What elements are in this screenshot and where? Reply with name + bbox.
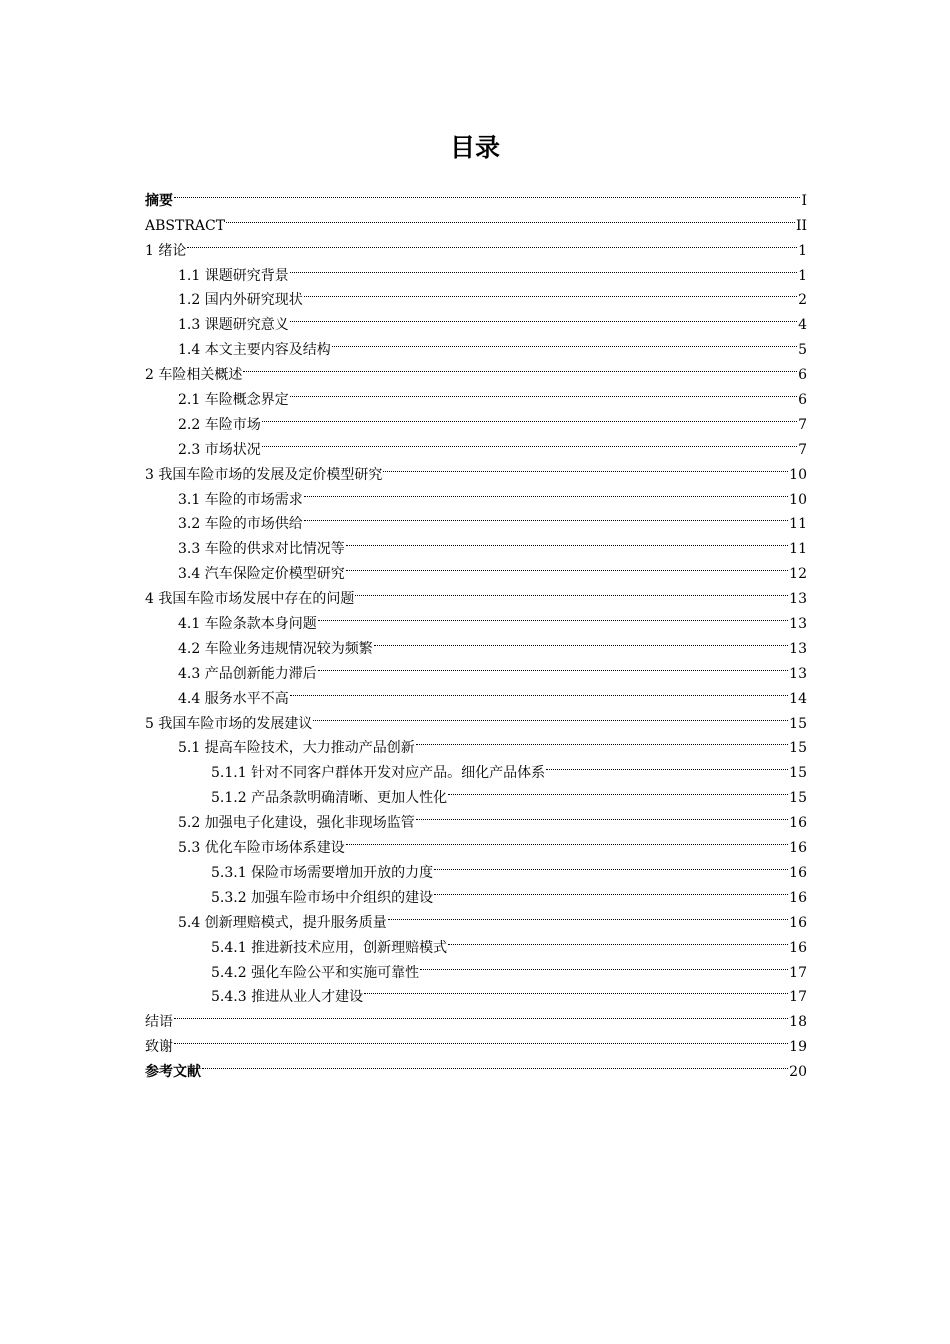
toc-entry-page-number: 20 (789, 1064, 807, 1081)
toc-entry-title: 1 绪论 (145, 242, 187, 259)
toc-dot-leader (546, 752, 788, 777)
toc-entry-page-number: 18 (789, 1014, 807, 1031)
toc-entry-title: 1.3 课题研究意义 (178, 317, 289, 334)
toc-entry-page-number: 7 (798, 416, 807, 433)
toc-entry-title: 4.2 车险业务违规情况较为频繁 (178, 640, 373, 657)
toc-dot-leader (383, 454, 788, 479)
toc-dot-leader (416, 802, 788, 827)
toc-entry-title: 5.3 优化车险市场体系建设 (178, 840, 345, 857)
toc-entry-page-number: 1 (798, 242, 807, 259)
toc-entry-page-number: 15 (789, 790, 807, 807)
toc-dot-leader (290, 678, 788, 703)
toc-entry-title: 结语 (145, 1014, 173, 1031)
toc-entry-title: 5.1 提高车险技术，大力推动产品创新 (178, 740, 415, 757)
page-title: 目录 (449, 133, 500, 162)
toc-entry-page-number: 11 (789, 541, 807, 558)
toc-dot-leader (364, 977, 788, 1002)
toc-entry[interactable] (145, 354, 807, 384)
toc-dot-leader (202, 1051, 788, 1076)
toc-entry-page-number: 13 (789, 665, 807, 682)
toc-entry[interactable] (145, 1026, 807, 1056)
toc-dot-leader (346, 553, 788, 578)
toc-entry-title: 1.2 国内外研究现状 (178, 292, 303, 309)
toc-dot-leader (388, 902, 788, 927)
toc-entry-title: 4.1 车险条款本身问题 (178, 616, 317, 633)
toc-entry-title: 5.1.1 针对不同客户群体开发对应产品。细化产品体系 (211, 765, 546, 782)
toc-dot-leader (416, 728, 788, 753)
toc-entry-title: 2 车险相关概述 (145, 367, 243, 384)
toc-dot-leader (226, 205, 795, 230)
toc-entry-page-number: 16 (789, 815, 807, 832)
toc-entry[interactable] (145, 1051, 807, 1081)
toc-dot-leader (448, 927, 788, 952)
toc-entry-title: 4.4 服务水平不高 (178, 690, 289, 707)
toc-dot-leader (304, 504, 788, 529)
toc-dot-leader (290, 304, 797, 329)
toc-dot-leader (374, 628, 788, 653)
toc-dot-leader (187, 230, 797, 255)
toc-entry-page-number: 11 (789, 516, 807, 533)
toc-entry-title: 3.3 车险的供求对比情况等 (178, 541, 345, 558)
toc-entry[interactable] (145, 230, 807, 259)
toc-entry-page-number: 16 (789, 840, 807, 857)
toc-entry-page-number: 5 (798, 342, 807, 359)
toc-entry-page-number: 10 (789, 491, 807, 508)
toc-entry-page-number: 10 (789, 466, 807, 483)
toc-dot-leader (434, 877, 788, 902)
toc-entry-title: 1.1 课题研究背景 (178, 267, 289, 284)
toc-entry-page-number: 17 (789, 989, 807, 1006)
toc-entry-page-number: 13 (789, 640, 807, 657)
toc-entry-title: ABSTRACT (145, 217, 226, 234)
toc-dot-leader (420, 952, 788, 977)
toc-entry-title: 5.3.1 保险市场需要增加开放的力度 (211, 864, 434, 881)
toc-entry-title: 5.4 创新理赔模式，提升服务质量 (178, 914, 387, 931)
toc-entry-title: 5.4.1 推进新技术应用，创新理赔模式 (211, 939, 448, 956)
toc-entry-page-number: 15 (789, 765, 807, 782)
toc-entry[interactable] (145, 180, 807, 209)
toc-entry[interactable] (145, 1001, 807, 1031)
table-of-contents (145, 180, 807, 1081)
toc-dot-leader (346, 528, 788, 553)
toc-entry-title: 5.4.2 强化车险公平和实施可靠性 (211, 964, 420, 981)
toc-entry-page-number: II (795, 217, 807, 234)
toc-entry-title: 1.4 本文主要内容及结构 (178, 342, 331, 359)
toc-entry-page-number: 16 (789, 889, 807, 906)
toc-dot-leader (304, 479, 788, 504)
toc-dot-leader (318, 603, 788, 628)
toc-entry-title: 5.3.2 加强车险市场中介组织的建设 (211, 889, 434, 906)
toc-entry-page-number: 6 (798, 367, 807, 384)
toc-dot-leader (290, 255, 797, 280)
toc-entry-title: 5.1.2 产品条款明确清晰、更加人性化 (211, 790, 448, 807)
toc-entry-title: 2.1 车险概念界定 (178, 392, 289, 409)
toc-dot-leader (304, 280, 797, 305)
toc-dot-leader (262, 404, 797, 429)
toc-dot-leader (313, 703, 788, 728)
toc-entry-title: 3.2 车险的市场供给 (178, 516, 303, 533)
toc-dot-leader (332, 329, 797, 354)
toc-entry-page-number: 15 (789, 715, 807, 732)
toc-entry-title: 5.4.3 推进从业人才建设 (211, 989, 364, 1006)
toc-entry-page-number: 16 (789, 939, 807, 956)
toc-entry-title: 致谢 (145, 1039, 173, 1056)
toc-entry-page-number: 2 (798, 292, 807, 309)
toc-entry-page-number: 1 (798, 267, 807, 284)
toc-entry-page-number: I (801, 192, 807, 209)
toc-dot-leader (174, 1001, 788, 1026)
toc-entry-page-number: 13 (789, 591, 807, 608)
toc-entry-title: 2.2 车险市场 (178, 416, 261, 433)
toc-entry-page-number: 16 (789, 914, 807, 931)
toc-dot-leader (448, 777, 788, 802)
toc-entry-page-number: 17 (789, 964, 807, 981)
toc-dot-leader (346, 827, 788, 852)
toc-entry-title: 3.4 汽车保险定价模型研究 (178, 566, 345, 583)
toc-entry-page-number: 13 (789, 616, 807, 633)
toc-dot-leader (174, 180, 800, 205)
toc-entry-page-number: 7 (798, 441, 807, 458)
toc-entry[interactable] (145, 205, 807, 234)
toc-dot-leader (355, 578, 788, 603)
toc-entry-page-number: 4 (798, 317, 807, 334)
toc-dot-leader (174, 1026, 788, 1051)
toc-entry[interactable] (145, 379, 807, 409)
toc-dot-leader (290, 379, 797, 404)
toc-entry-page-number: 16 (789, 864, 807, 881)
toc-dot-leader (318, 653, 788, 678)
toc-entry-title: 3.1 车险的市场需求 (178, 491, 303, 508)
toc-dot-leader (434, 852, 788, 877)
toc-entry-title: 5 我国车险市场的发展建议 (145, 715, 313, 732)
toc-entry-title: 参考文献 (145, 1064, 201, 1081)
toc-entry-title: 4 我国车险市场发展中存在的问题 (145, 591, 355, 608)
toc-entry-title: 4.3 产品创新能力滞后 (178, 665, 317, 682)
toc-entry-title: 2.3 市场状况 (178, 441, 261, 458)
toc-entry-page-number: 15 (789, 740, 807, 757)
toc-entry-title: 摘要 (145, 192, 173, 209)
toc-entry-title: 3 我国车险市场的发展及定价模型研究 (145, 466, 383, 483)
toc-entry-page-number: 6 (798, 392, 807, 409)
toc-dot-leader (262, 429, 797, 454)
toc-entry-page-number: 19 (789, 1039, 807, 1056)
toc-dot-leader (243, 354, 797, 379)
toc-entry-page-number: 14 (789, 690, 807, 707)
toc-entry-page-number: 12 (789, 566, 807, 583)
toc-entry-title: 5.2 加强电子化建设，强化非现场监管 (178, 815, 415, 832)
toc-entry[interactable] (145, 255, 807, 284)
